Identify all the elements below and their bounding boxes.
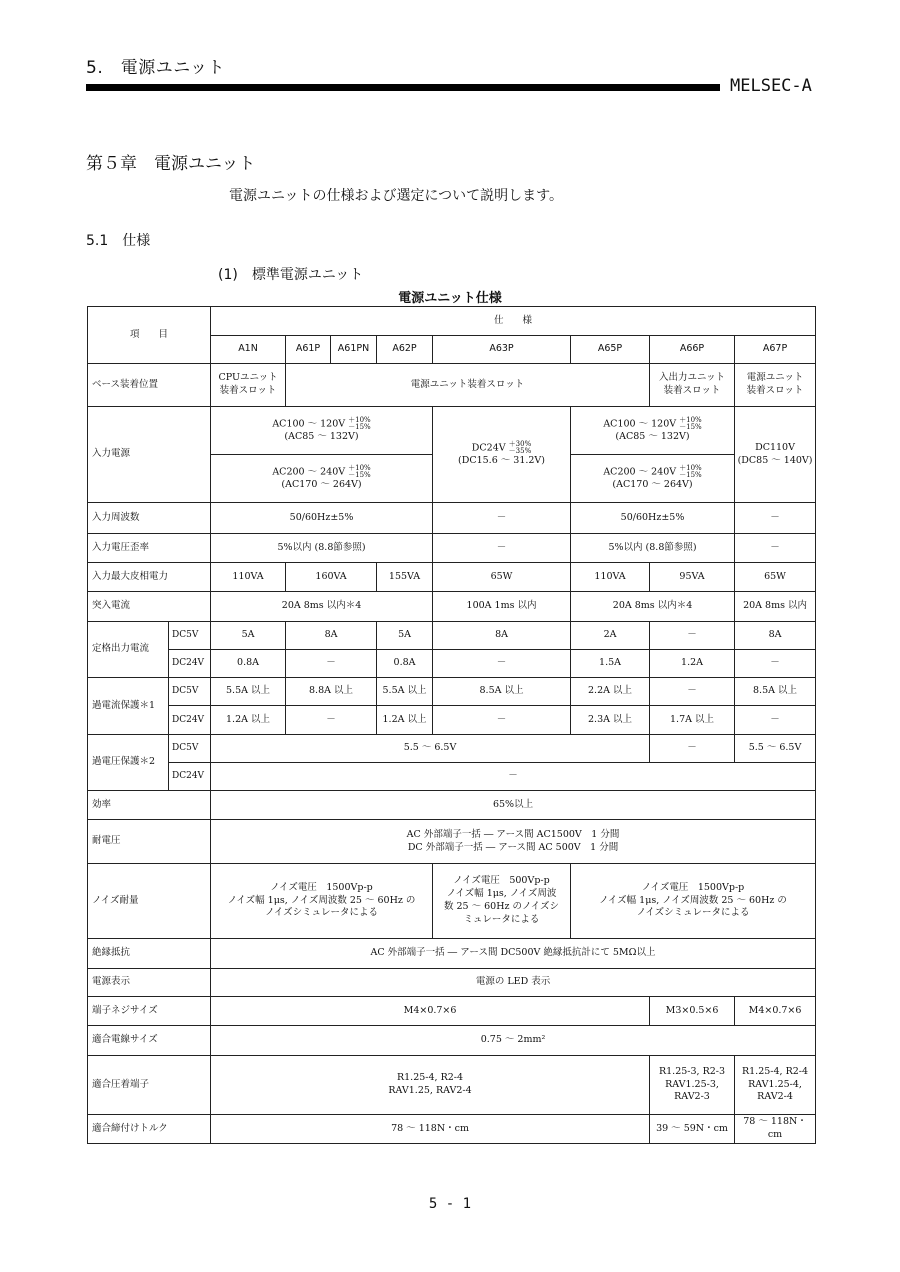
header-item: 項 目: [88, 307, 211, 364]
max-power-cell: 95VA: [650, 563, 735, 592]
distortion-val-1: 5%以内 (8.8節参照): [211, 534, 433, 563]
freq-dash-1: －: [433, 503, 571, 534]
chapter-title: 第５章 電源ユニット: [86, 154, 256, 174]
header-spec: 仕 様: [211, 307, 816, 336]
oc24-cell: 1.2A 以上: [211, 706, 286, 735]
input-ac200-group1: AC200 ～ 240V ＋10% －15% (AC170 ～ 264V): [211, 455, 433, 503]
rated5-cell: －: [650, 622, 735, 650]
input-dc24: DC24V ＋30% －35% (DC15.6 ～ 31.2V): [433, 407, 571, 503]
oc24-cell: 2.3A 以上: [571, 706, 650, 735]
distortion-dash-1: －: [433, 534, 571, 563]
oc5-cell: 8.8A 以上: [286, 678, 377, 706]
freq-val-1: 50/60Hz±5%: [211, 503, 433, 534]
insulation-val: AC 外部端子一括 ― アース間 DC500V 絶縁抵抗計にて 5MΩ以上: [211, 939, 816, 969]
ov5-dash: －: [650, 735, 735, 763]
rated5-cell: 8A: [286, 622, 377, 650]
noise-val-2: ノイズ電圧 500Vp-p ノイズ幅 1μs, ノイズ周波 数 25 ～ 60Hz のノイズシ ミュレータによる: [433, 864, 571, 939]
input-ac100-group2: AC100 ～ 120V ＋10% －15% (AC85 ～ 132V): [571, 407, 735, 455]
inrush-val-2: 100A 1ms 以内: [433, 592, 571, 622]
withstand-val: AC 外部端子一括 ― アース間 AC1500V 1 分間 DC 外部端子一括 ― アース間 AC 500V 1 分間: [211, 820, 816, 864]
torque-val-3: 78 ～ 118N・cm: [735, 1115, 816, 1144]
base-power-slot-2: 電源ユニット 装着スロット: [735, 364, 816, 407]
rated24-cell: 0.8A: [377, 650, 433, 678]
oc24-cell: 1.7A 以上: [650, 706, 735, 735]
rated5-cell: 5A: [377, 622, 433, 650]
row-label-overvoltage: 過電圧保護＊2: [88, 735, 169, 791]
torque-val-2: 39 ～ 59N・cm: [650, 1115, 735, 1144]
ov24-val: －: [211, 763, 816, 791]
oc24-cell: －: [735, 706, 816, 735]
row-label-base: ベース装着位置: [88, 364, 211, 407]
row-label-max-power: 入力最大皮相電力: [88, 563, 211, 592]
row-label-distortion: 入力電圧歪率: [88, 534, 211, 563]
wire-val: 0.75 ～ 2mm²: [211, 1026, 816, 1056]
torque-val-1: 78 ～ 118N・cm: [211, 1115, 650, 1144]
rated5-cell: 8A: [735, 622, 816, 650]
max-power-cell: 65W: [735, 563, 816, 592]
max-power-cell: 65W: [433, 563, 571, 592]
distortion-val-2: 5%以内 (8.8節参照): [571, 534, 735, 563]
row-label-efficiency: 効率: [88, 791, 211, 820]
model-a67p: A67P: [735, 336, 816, 364]
rated24-cell: 0.8A: [211, 650, 286, 678]
crimp-val-2: R1.25-3, R2-3 RAV1.25-3, RAV2-3: [650, 1056, 735, 1115]
table-caption: 電源ユニット仕様: [398, 291, 502, 306]
noise-val-3: ノイズ電圧 1500Vp-p ノイズ幅 1μs, ノイズ周波数 25 ～ 60Hz の ノイズシミュレータによる: [571, 864, 816, 939]
model-a61pn: A61PN: [331, 336, 377, 364]
model-a66p: A66P: [650, 336, 735, 364]
freq-val-2: 50/60Hz±5%: [571, 503, 735, 534]
sub-label-dc24: DC24V: [169, 650, 211, 678]
rated24-cell: 1.2A: [650, 650, 735, 678]
row-label-inrush: 突入電流: [88, 592, 211, 622]
spec-table: [87, 306, 816, 1144]
distortion-dash-2: －: [735, 534, 816, 563]
page-number: 5 - 1: [428, 1196, 472, 1212]
header-rule: [86, 84, 720, 91]
subsection-title: (1) 標準電源ユニット: [218, 267, 364, 283]
oc5-cell: 8.5A 以上: [735, 678, 816, 706]
row-label-insulation: 絶縁抵抗: [88, 939, 211, 969]
sub-label-dc24: DC24V: [169, 706, 211, 735]
max-power-cell: 160VA: [286, 563, 377, 592]
rated24-cell: －: [735, 650, 816, 678]
inrush-val-4: 20A 8ms 以内: [735, 592, 816, 622]
rated5-cell: 2A: [571, 622, 650, 650]
oc24-cell: －: [433, 706, 571, 735]
model-a1n: A1N: [211, 336, 286, 364]
sub-label-dc24: DC24V: [169, 763, 211, 791]
model-a62p: A62P: [377, 336, 433, 364]
model-a65p: A65P: [571, 336, 650, 364]
rated5-cell: 8A: [433, 622, 571, 650]
sub-label-dc5: DC5V: [169, 735, 211, 763]
input-ac100-group1: [211, 407, 433, 455]
row-label-freq: 入力周波数: [88, 503, 211, 534]
rated24-cell: －: [433, 650, 571, 678]
oc5-cell: 5.5A 以上: [377, 678, 433, 706]
oc24-cell: －: [286, 706, 377, 735]
sub-label-dc5: DC5V: [169, 678, 211, 706]
row-label-overcurrent: 過電流保護＊1: [88, 678, 169, 735]
oc5-cell: －: [650, 678, 735, 706]
inrush-val-3: 20A 8ms 以内＊4: [571, 592, 735, 622]
oc24-cell: 1.2A 以上: [377, 706, 433, 735]
row-label-crimp: 適合圧着端子: [88, 1056, 211, 1115]
max-power-cell: 110VA: [211, 563, 286, 592]
input-ac100-range: AC100 ～ 120V: [272, 418, 346, 430]
row-label-withstand: 耐電圧: [88, 820, 211, 864]
ov5-val-2: 5.5 ～ 6.5V: [735, 735, 816, 763]
tolerance: ＋10% －15%: [348, 415, 371, 431]
model-a61p: A61P: [286, 336, 331, 364]
base-power-slot: 電源ユニット装着スロット: [286, 364, 650, 407]
rated24-cell: －: [286, 650, 377, 678]
screw-val-1: M4×0.7×6: [211, 997, 650, 1026]
row-label-noise: ノイズ耐量: [88, 864, 211, 939]
row-label-indicator: 電源表示: [88, 969, 211, 997]
screw-val-2: M3×0.5×6: [650, 997, 735, 1026]
row-label-screw: 端子ネジサイズ: [88, 997, 211, 1026]
row-label-rated-out: 定格出力電流: [88, 622, 169, 678]
indicator-val: 電源の LED 表示: [211, 969, 816, 997]
rated24-cell: 1.5A: [571, 650, 650, 678]
chapter-intro: 電源ユニットの仕様および選定について説明します。: [229, 188, 564, 204]
oc5-cell: 8.5A 以上: [433, 678, 571, 706]
freq-dash-2: －: [735, 503, 816, 534]
rated5-cell: 5A: [211, 622, 286, 650]
header-chapter: 5. 電源ユニット: [86, 58, 226, 78]
crimp-val-1: R1.25-4, R2-4 RAV1.25, RAV2-4: [211, 1056, 650, 1115]
oc5-cell: 5.5A 以上: [211, 678, 286, 706]
model-a63p: A63P: [433, 336, 571, 364]
crimp-val-3: R1.25-4, R2-4 RAV1.25-4, RAV2-4: [735, 1056, 816, 1115]
row-label-torque: 適合締付けトルク: [88, 1115, 211, 1144]
inrush-val-1: 20A 8ms 以内＊4: [211, 592, 433, 622]
max-power-cell: 155VA: [377, 563, 433, 592]
ov5-val: 5.5 ～ 6.5V: [211, 735, 650, 763]
base-cpu-slot: CPUユニット 装着スロット: [211, 364, 286, 407]
max-power-cell: 110VA: [571, 563, 650, 592]
noise-val-1: ノイズ電圧 1500Vp-p ノイズ幅 1μs, ノイズ周波数 25 ～ 60Hz の ノイズシミュレータによる: [211, 864, 433, 939]
oc5-cell: 2.2A 以上: [571, 678, 650, 706]
row-label-wire: 適合電線サイズ: [88, 1026, 211, 1056]
input-dc110: DC110V (DC85 ～ 140V): [735, 407, 816, 503]
screw-val-3: M4×0.7×6: [735, 997, 816, 1026]
input-ac200-group2: AC200 ～ 240V ＋10% －15% (AC170 ～ 264V): [571, 455, 735, 503]
header-brand: MELSEC-A: [730, 76, 812, 96]
input-ac100-wide: (AC85 ～ 132V): [284, 431, 359, 443]
section-title: 5.1 仕様: [86, 233, 151, 249]
sub-label-dc5: DC5V: [169, 622, 211, 650]
efficiency-val: 65%以上: [211, 791, 816, 820]
row-label-input-power: 入力電源: [88, 407, 211, 503]
base-io-slot: 入出力ユニット 装着スロット: [650, 364, 735, 407]
